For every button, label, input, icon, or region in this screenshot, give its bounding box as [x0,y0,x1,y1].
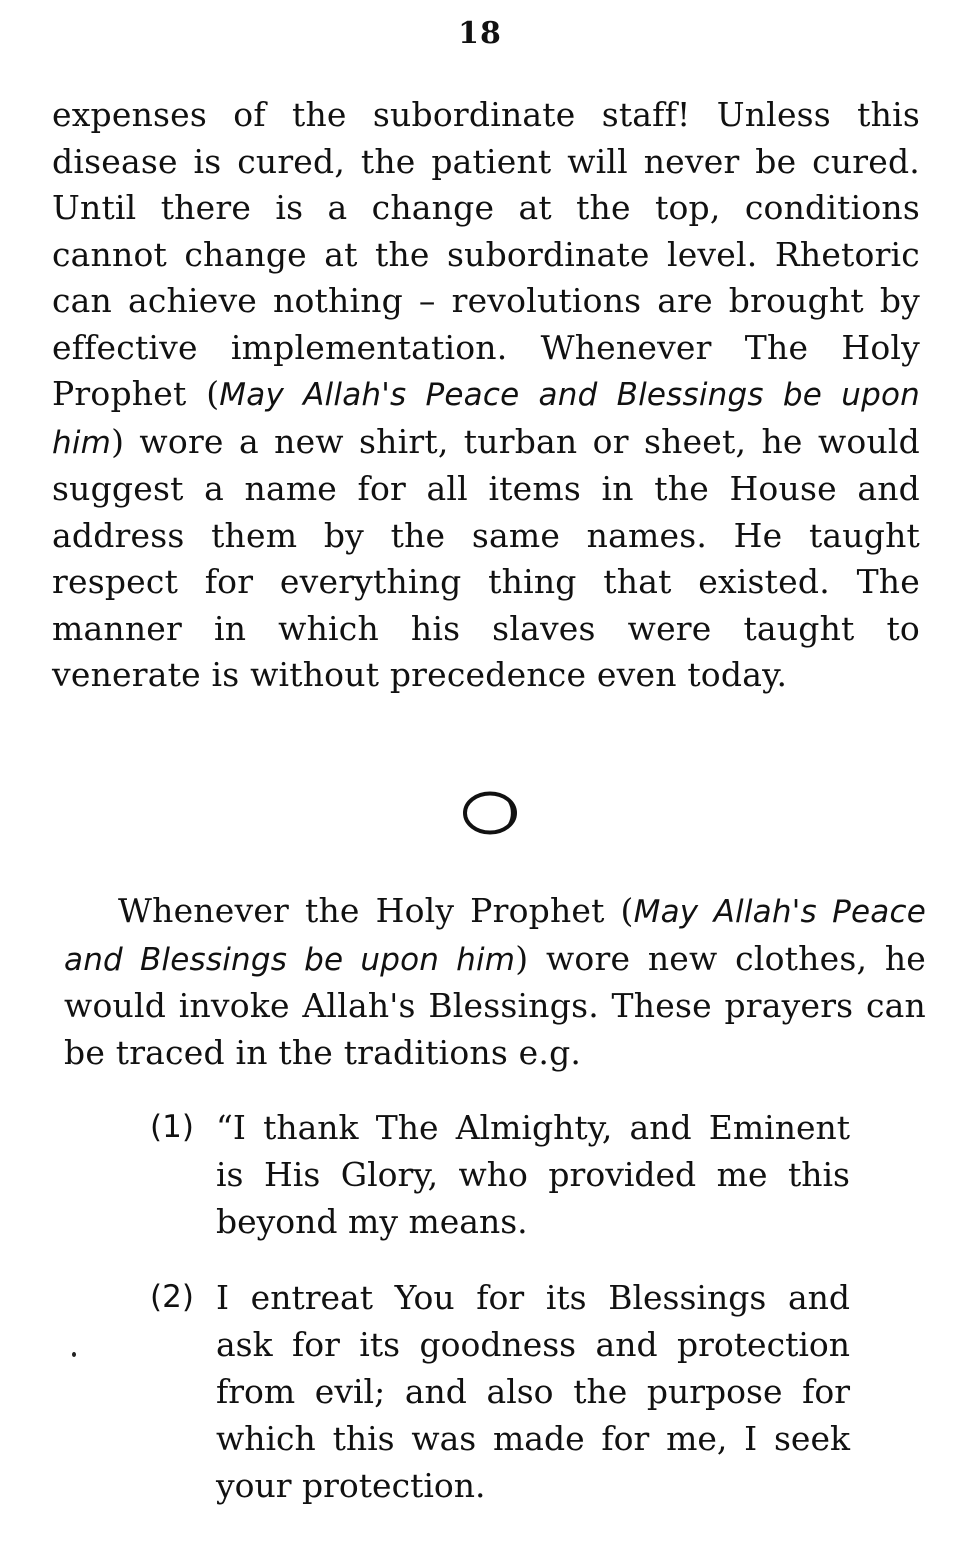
list-item [150,1274,850,1509]
paragraph-1-text-a: expenses of the subordinate staff! Unless this disease is cured, the patient will never be cured. Until there is a change at the top, conditions cannot change at the subordinate level. Rhetoric can achieve nothing – revolutions are brought by effective implementation. Whenever The Holy Prophet ( [52,95,920,413]
list-item-text: “I thank The Almighty, and Eminent is His Glory, who provided me this beyond my means. [216,1108,850,1241]
page-number: 18 [458,16,502,51]
list-item-number: (1) [150,1109,194,1145]
paragraph-expenses [52,92,920,699]
scan-speck [72,1352,76,1357]
paragraph-new-clothes [64,888,926,1076]
paragraph-2-text-b: ) wore new clothes, he would invoke Allah's Blessings. These prayers can be traced in the traditions e.g. [64,938,927,1072]
list-item-number: (2) [150,1279,194,1315]
paragraph-2-honorific: May Allah's Peace and Blessings be upon him [64,894,926,978]
paragraph-1-text-b: ) wore a new shirt, turban or sheet, he would suggest a name for all items in the House and address them by the same names. He taught respect for everything thing that existed. The manner in which his slaves were taught to venerate is without precedence even today. [52,421,920,694]
list-item-text: I entreat You for its Blessings and ask for its goodness and protection from evil; and also the purpose for which this was made for me, I seek your protection. [216,1278,850,1505]
list-item [150,1104,850,1245]
prayer-list-item-2 [150,1274,850,1509]
crescent-circle-icon [462,790,520,836]
prayer-list-item-1 [150,1104,850,1245]
paragraph-1-honorific: May Allah's Peace and Blessings be upon him [52,377,920,461]
paragraph-2-text-a: Whenever the Holy Prophet ( [118,891,634,930]
